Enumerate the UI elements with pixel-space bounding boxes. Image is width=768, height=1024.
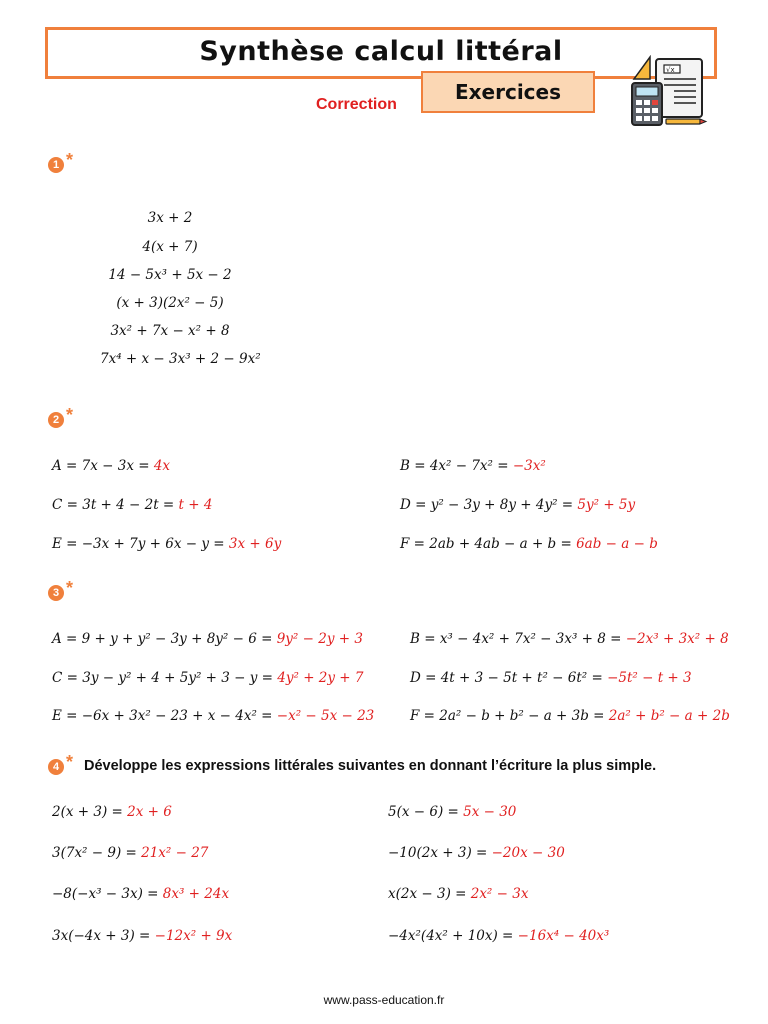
equation-lhs: D = y² − 3y + 8y + 4y² = [400,497,574,513]
svg-text:√x: √x [666,66,675,74]
equation-lhs: −4x²(4x² + 10x) = [388,928,514,944]
equation-lhs: 3(7x² − 9) = [52,845,137,861]
exercise-3-star: * [66,578,74,598]
equation-answer: 21x² − 27 [141,845,209,861]
expansion-equation [52,845,208,861]
expansion-equation [388,928,609,944]
exercise-4-star: * [66,752,74,772]
expression: 14 − 5x³ + 5x − 2 [108,267,232,283]
expansion-equation [388,886,528,902]
equation-answer: 4x [153,458,171,474]
equation-answer: 2x² − 3x [470,886,529,902]
equation-answer: −16x⁴ − 40x³ [517,928,610,944]
exercise-3-number: 3 [48,585,64,601]
expansion-equation [52,928,232,944]
expression: 4(x + 7) [142,239,198,255]
equation-answer: t + 4 [178,497,213,513]
equation-answer: 9y² − 2y + 3 [276,631,363,647]
equation-lhs: E = −6x + 3x² − 23 + x − 4x² = [52,708,273,724]
expression: 7x⁴ + x − 3x³ + 2 − 9x² [100,351,261,367]
equation-lhs: C = 3t + 4 − 2t = [52,497,175,513]
equation-lhs: B = 4x² − 7x² = [400,458,509,474]
calculator-document-icon [628,55,708,129]
equation-lhs: 5(x − 6) = [388,804,459,820]
equation-e [52,536,281,552]
page-title: Synthèse calcul littéral [199,36,563,67]
equation-lhs: F = 2a² − b + b² − a + 3b = [410,708,605,724]
exercise-4-instruction: Développe les expressions littérales suivantes en donnant l’écriture la plus simple. [84,758,657,774]
expression: 3x + 2 [147,210,193,226]
equation-c [52,497,212,513]
equation-answer: −2x³ + 3x² + 8 [625,631,729,647]
exercices-tag: Exercices [421,71,595,113]
footer-url: www.pass-education.fr [323,993,445,1007]
equation-answer: 2a² + b² − a + 2b [608,708,730,724]
exercise-2-star: * [66,405,74,425]
exercise-4-number: 4 [48,759,64,775]
exercise-1-star: * [66,150,74,170]
expansion-equation [388,845,565,861]
equation-lhs: F = 2ab + 4ab − a + b = [400,536,572,552]
equation-answer: −3x² [512,458,546,474]
equation-a [52,458,170,474]
equation-lhs: A = 9 + y + y² − 3y + 8y² − 6 = [52,631,273,647]
equation-answer: 8x³ + 24x [162,886,230,902]
equation-lhs: C = 3y − y² + 4 + 5y² + 3 − y = [52,670,273,686]
equation-answer: 5x − 30 [463,804,517,820]
equation-lhs: −10(2x + 3) = [388,845,488,861]
expression: (x + 3)(2x² − 5) [116,295,224,311]
equation-d [410,670,692,686]
equation-lhs: D = 4t + 3 − 5t + t² − 6t² = [410,670,603,686]
expansion-equation [52,886,229,902]
equation-answer: 5y² + 5y [577,497,636,513]
equation-answer: −5t² − t + 3 [607,670,692,686]
expansion-equation [52,804,172,820]
equation-b [400,458,546,474]
equation-f [410,708,730,724]
equation-lhs: A = 7x − 3x = [52,458,150,474]
expression: 3x² + 7x − x² + 8 [110,323,230,339]
equation-answer: −x² − 5x − 23 [276,708,375,724]
equation-answer: −20x − 30 [491,845,565,861]
equation-lhs: x(2x − 3) = [388,886,467,902]
exercise-1-number: 1 [48,157,64,173]
equation-answer: −12x² + 9x [154,928,233,944]
equation-lhs: 2(x + 3) = [52,804,123,820]
equation-d [400,497,635,513]
equation-c [52,670,364,686]
equation-b [410,631,729,647]
equation-answer: 3x + 6y [228,536,282,552]
equation-lhs: 3x(−4x + 3) = [52,928,151,944]
correction-label: Correction [316,96,397,113]
equation-lhs: E = −3x + 7y + 6x − y = [52,536,225,552]
equation-f [400,536,658,552]
equation-a [52,631,363,647]
equation-answer: 2x + 6 [127,804,172,820]
title-box [45,27,717,79]
equation-lhs: B = x³ − 4x² + 7x² − 3x³ + 8 = [410,631,622,647]
equation-e [52,708,374,724]
equation-lhs: −8(−x³ − 3x) = [52,886,159,902]
expansion-equation [388,804,516,820]
equation-answer: 6ab − a − b [576,536,658,552]
exercise-2-number: 2 [48,412,64,428]
equation-answer: 4y² + 2y + 7 [277,670,364,686]
